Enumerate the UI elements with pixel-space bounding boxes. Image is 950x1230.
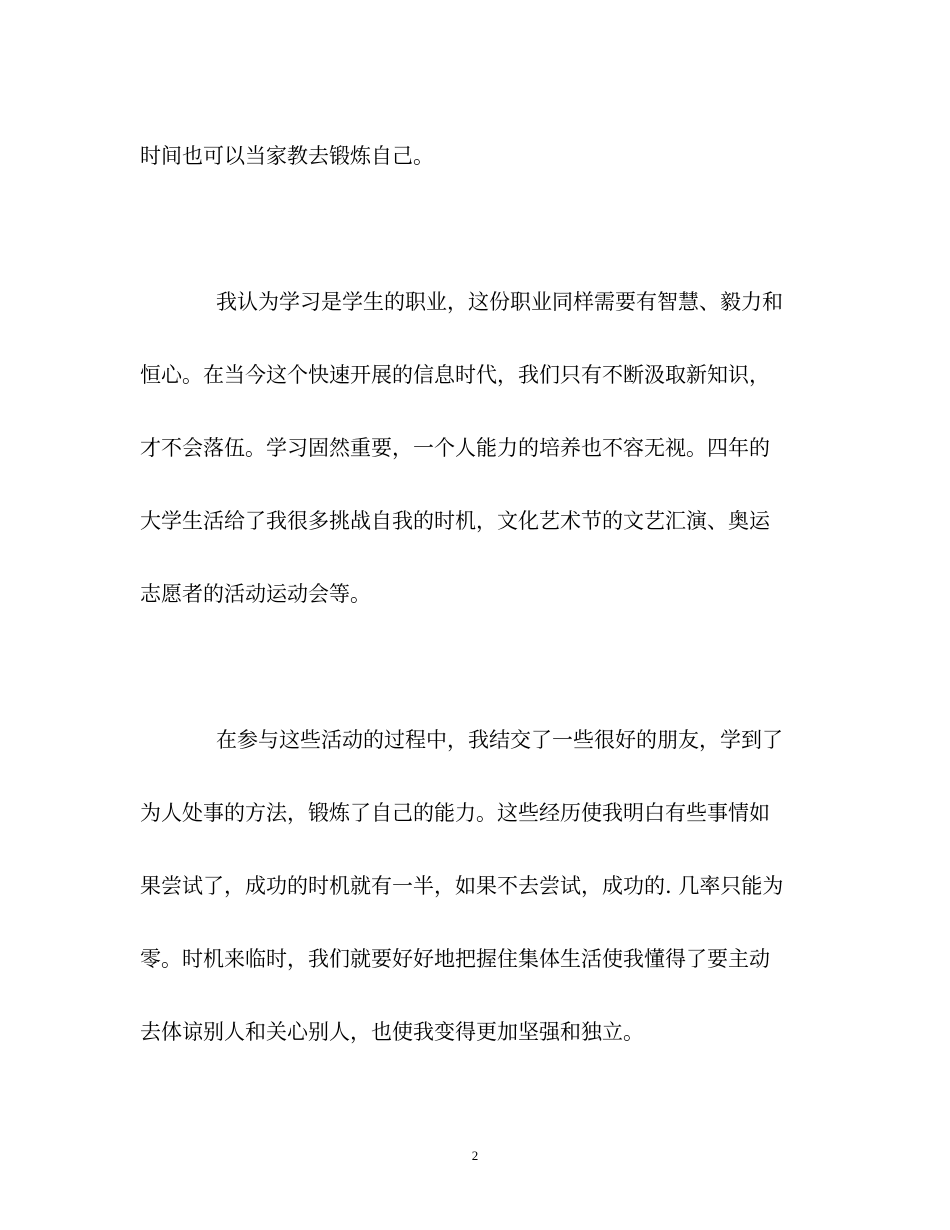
paragraph-2-line-1: 我认为学习是学生的职业，这份职业同样需要有智慧、毅力和: [216, 290, 783, 314]
paragraph-3-line-2: 为人处事的方法，锻炼了自己的能力。这些经历使我明白有些事情如: [140, 801, 770, 825]
page-number: 2: [471, 1148, 479, 1163]
paragraph-2-line-4: 大学生活给了我很多挑战自我的时机，文化艺术节的文艺汇演、奥运: [140, 509, 770, 533]
paragraph-2-line-2: 恒心。在当今这个快速开展的信息时代，我们只有不断汲取新知识，: [140, 363, 770, 387]
paragraph-1-line-1: 时间也可以当家教去锻炼自己。: [140, 144, 434, 168]
paragraph-3-line-5: 去体谅别人和关心别人，也使我变得更加坚强和独立。: [140, 1020, 644, 1044]
paragraph-3-line-4: 零。时机来临时，我们就要好好地把握住集体生活使我懂得了要主动: [140, 947, 770, 971]
paragraph-3-line-1: 在参与这些活动的过程中，我结交了一些很好的朋友，学到了: [216, 728, 783, 752]
paragraph-3-line-3: 果尝试了，成功的时机就有一半，如果不去尝试，成功的. 几率只能为: [140, 874, 784, 898]
paragraph-2-line-5: 志愿者的活动运动会等。: [140, 582, 371, 606]
paragraph-2-line-3: 才不会落伍。学习固然重要，一个人能力的培养也不容无视。四年的: [140, 436, 770, 460]
